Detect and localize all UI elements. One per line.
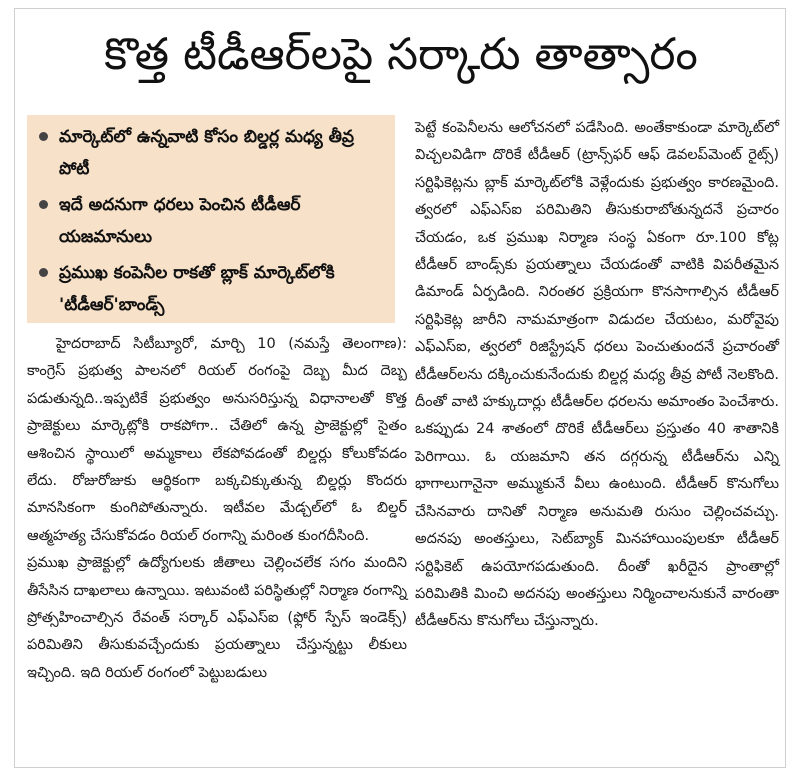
news-article — [14, 8, 786, 768]
highlight-item — [37, 121, 385, 185]
highlight-text: మార్కెట్‌లో ఉన్నవాటి కోసం బిల్డర్ల మధ్య తీవ్ర పోటీ — [59, 127, 354, 179]
highlight-item — [37, 257, 385, 321]
headline: కొత్త టీడీఆర్‌లపై సర్కారు తాత్సారం — [104, 29, 698, 80]
highlight-text: ఇదే అదనుగా ధరలు పెంచిన టీడీఆర్ యజమానులు — [59, 195, 301, 247]
bullet-icon — [39, 268, 48, 277]
highlight-text: ప్రముఖ కంపెనీల రాకతో బ్లాక్ మార్కెట్‌లోకి 'టీడీఆర్'బాండ్స్ — [59, 263, 335, 315]
right-column — [415, 115, 779, 763]
highlight-item — [37, 189, 385, 253]
bullet-icon — [39, 132, 48, 141]
highlights-box — [27, 115, 395, 323]
body-paragraph: ప్రముఖ ప్రాజెక్టుల్లో ఉద్యోగులకు జీతాలు చెల్లించలేక సగం మందిని తీసేసిన దాఖలాలు ఉన్నాయి. ఇటువంటి పరిస్థితుల్లో నిర్మాణ రంగాన్ని ప్రోత్సహించాల్సిన రేవంత్ సర్కార్ ఎఫ్ఎస్ఐ (ఫ్లోర్ స్పేస్ ఇండెక్స్) పరిమితిని తీసుకువచ్చేందుకు ప్రయత్నాలు చేస్తున్నట్టు లీకులు ఇచ్చింది. ఇది రియల్ రంగంలో పెట్టుబడులు — [27, 555, 408, 681]
bullet-icon — [39, 200, 48, 209]
body-paragraph: హైదరాబాద్ సిటీబ్యూరో, మార్చి 10 (నమస్తే తెలంగాణ): కాంగ్రెస్ ప్రభుత్వ పాలనలో రియల్ రంగంపై దెబ్బ మీద దెబ్బ పడుతున్నది..ఇప్పటికే ప్రభుత్వం అనుసరిస్తున్న విధానాలతో కొత్త ప్రాజెక్టులు మార్కెట్లోకి రాకపోగా.. చేతిలో ఉన్న ప్రాజెక్టుల్లో సైతం ఆశించిన స్థాయిలో అమ్మకాలు లేకపోవడంతో బిల్డర్లు కోలుకోవడం లేదు. రోజురోజుకు ఆర్థికంగా బక్కచిక్కుతున్న బిల్డర్లు కొందరు మానసికంగా కుంగిపోతున్నారు. ఇటీవల మేడ్చల్‌లో ఓ బిల్డర్ ఆత్మహత్య చేసుకోవడం రియల్ రంగాన్ని మరింత కుంగదీసింది. — [27, 336, 407, 544]
left-column — [27, 115, 407, 763]
body-paragraph: పెట్టే కంపెనీలను ఆలోచనలో పడేసింది. అంతేకాకుండా మార్కెట్‌లో విచ్చలవిడిగా దొరికే టీడీఆర్ (ట్రాన్స్‌ఫర్ ఆఫ్ డెవలప్‌మెంట్ రైట్స్) సర్టిఫికెట్లను బ్లాక్ మార్కెట్‌లోకి వెళ్లేందుకు ప్రభుత్వం కారణమైంది. త్వరలో ఎఫ్ఎస్ఐ పరిమితిని తీసుకురాబోతున్నదనే ప్రచారం చేయడం, ఒక ప్రముఖ నిర్మాణ సంస్థ ఏకంగా రూ.100 కోట్ల టీడీఆర్ బాండ్స్‌కు ప్రయత్నాలు చేయడంతో వాటికి విపరీతమైన డిమాండ్ ఏర్పడింది. నిరంతర ప్రక్రియగా కొనసాగాల్సిన టీడీఆర్ సర్టిఫికెట్ల జారీని నామమాత్రంగా విడుదల చేయటం, మరోవైపు ఎఫ్ఎస్ఐ, త్వరలో రిజిస్ట్రేషన్ ధరలు పెంచుతుందనే ప్రచారంతో టీడీఆర్‌లను దక్కించుకునేందుకు బిల్డర్ల మధ్య తీవ్ర పోటీ నెలకొంది. దీంతో వాటి హక్కుదార్లు టీడీఆర్‌ల ధరలను అమాంతం పెంచేశారు. ఒకప్పుడు 24 శాతంలో దొరికే టీడీఆర్‌లు ప్రస్తుతం 40 శాతానికి పెరిగాయి. ఓ యజమాని తన దగ్గరున్న టీడీఆర్‌ను ఎన్ని భాగాలుగానైనా అమ్ముకునే వీలు ఉంటుంది. టీడీఆర్ కొనుగోలు చేసినవారు దానితో నిర్మాణ అనుమతి రుసుం చెల్లించవచ్చు. అదనపు అంతస్తులు, సెట్‌బ్యాక్ మినహాయింపులకూ టీడీఆర్ సర్టిఫికెట్ ఉపయోగపడుతుంది. దీంతో ఖరీదైన ప్రాంతాల్లో పరిమితికి మించి అదనపు అంతస్తులు నిర్మించాలనుకునే వారంతా టీడీఆర్‌ను కొనుగోలు చేస్తున్నారు. — [415, 120, 779, 630]
